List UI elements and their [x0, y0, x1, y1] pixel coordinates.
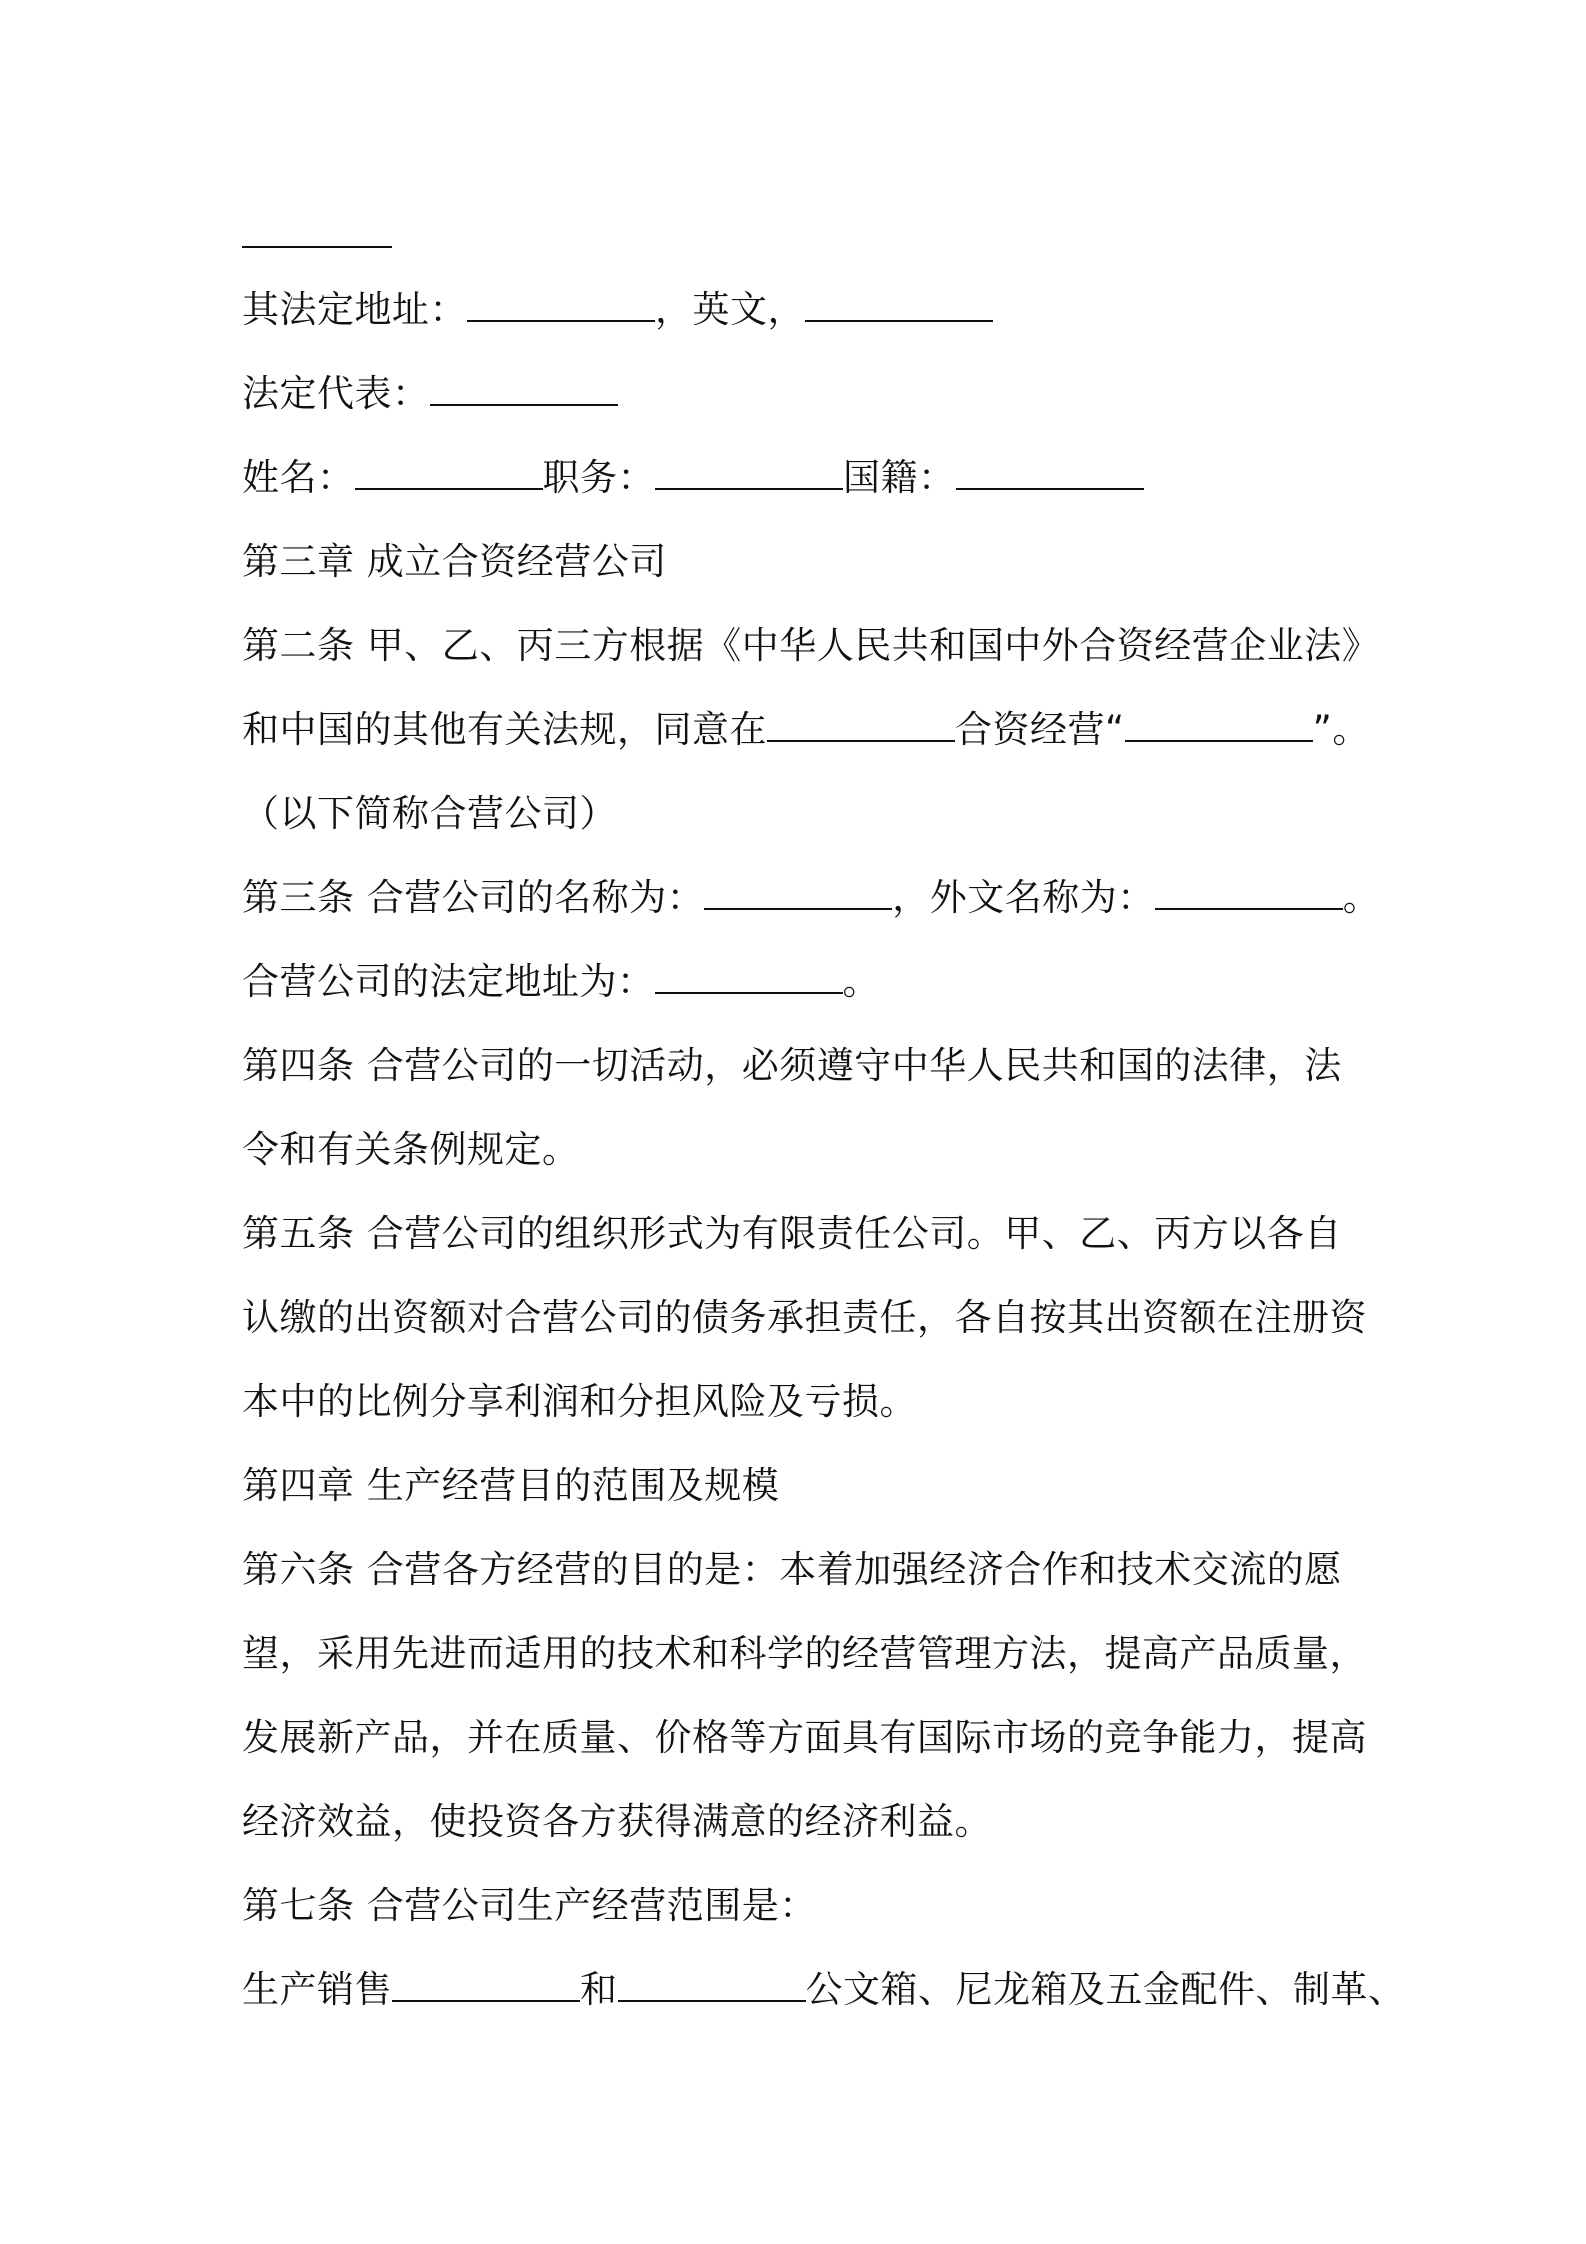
text: ，英文， — [655, 288, 805, 331]
article-line — [242, 1966, 1406, 2014]
article-line: 本中的比例分享利润和分担风险及亏损。 — [242, 1380, 917, 1423]
text: ，外文名称为： — [892, 876, 1155, 919]
blank-field — [1155, 878, 1343, 910]
text: 职务： — [542, 456, 655, 499]
blank-line — [242, 246, 392, 248]
text: 和 — [580, 1968, 618, 2011]
article-line — [242, 706, 1370, 754]
blank-field — [355, 458, 543, 490]
article-line: 第二条 甲、乙、丙三方根据《中华人民共和国中外合资经营企业法》 — [242, 624, 1380, 667]
legal-representative-line — [242, 370, 618, 418]
blank-field — [467, 290, 655, 322]
blank-field — [392, 1970, 580, 2002]
blank-field — [805, 290, 993, 322]
text: 。 — [1342, 876, 1381, 919]
article-line: 第七条 合营公司生产经营范围是： — [242, 1884, 817, 1927]
article-line: 令和有关条例规定。 — [242, 1128, 580, 1171]
chapter-heading: 第四章 生产经营目的范围及规模 — [242, 1464, 780, 1507]
blank-field — [430, 374, 618, 406]
text: 国籍： — [843, 456, 956, 499]
blank-field — [704, 878, 892, 910]
article-line: 认缴的出资额对合营公司的债务承担责任，各自按其出资额在注册资 — [242, 1296, 1367, 1339]
article-line: 望，采用先进而适用的技术和科学的经营管理方法，提高产品质量， — [242, 1632, 1367, 1675]
blank-field — [655, 962, 843, 994]
article-line: 经济效益，使投资各方获得满意的经济利益。 — [242, 1800, 992, 1843]
text: 第三条 合营公司的名称为： — [242, 876, 705, 919]
text: 合资经营“ — [955, 708, 1125, 751]
article-line: 发展新产品，并在质量、价格等方面具有国际市场的竞争能力，提高 — [242, 1716, 1367, 1759]
article-line: （以下简称合营公司） — [242, 792, 617, 835]
text: 。 — [842, 960, 880, 1003]
article-line: 第五条 合营公司的组织形式为有限责任公司。甲、乙、丙方以各自 — [242, 1212, 1342, 1255]
text: ”。 — [1312, 708, 1370, 751]
text: 姓名： — [242, 456, 355, 499]
name-title-nationality-line — [242, 454, 1144, 502]
article-line: 第六条 合营各方经营的目的是：本着加强经济合作和技术交流的愿 — [242, 1548, 1342, 1591]
chapter-heading: 第三章 成立合资经营公司 — [242, 540, 667, 583]
text: 生产销售 — [242, 1968, 392, 2011]
article-line — [242, 874, 1380, 922]
text: 公文箱、尼龙箱及五金配件、制革、 — [805, 1968, 1406, 2011]
text: 和中国的其他有关法规，同意在 — [242, 708, 767, 751]
text: 法定代表： — [242, 372, 430, 415]
blank-field — [618, 1970, 806, 2002]
blank-field — [655, 458, 843, 490]
legal-address-line — [242, 286, 993, 334]
blank-field — [767, 710, 955, 742]
blank-field — [956, 458, 1144, 490]
text: 合营公司的法定地址为： — [242, 960, 655, 1003]
article-line: 第四条 合营公司的一切活动，必须遵守中华人民共和国的法律，法 — [242, 1044, 1342, 1087]
blank-field — [1125, 710, 1313, 742]
text: 其法定地址： — [242, 288, 467, 331]
article-line — [242, 958, 880, 1006]
